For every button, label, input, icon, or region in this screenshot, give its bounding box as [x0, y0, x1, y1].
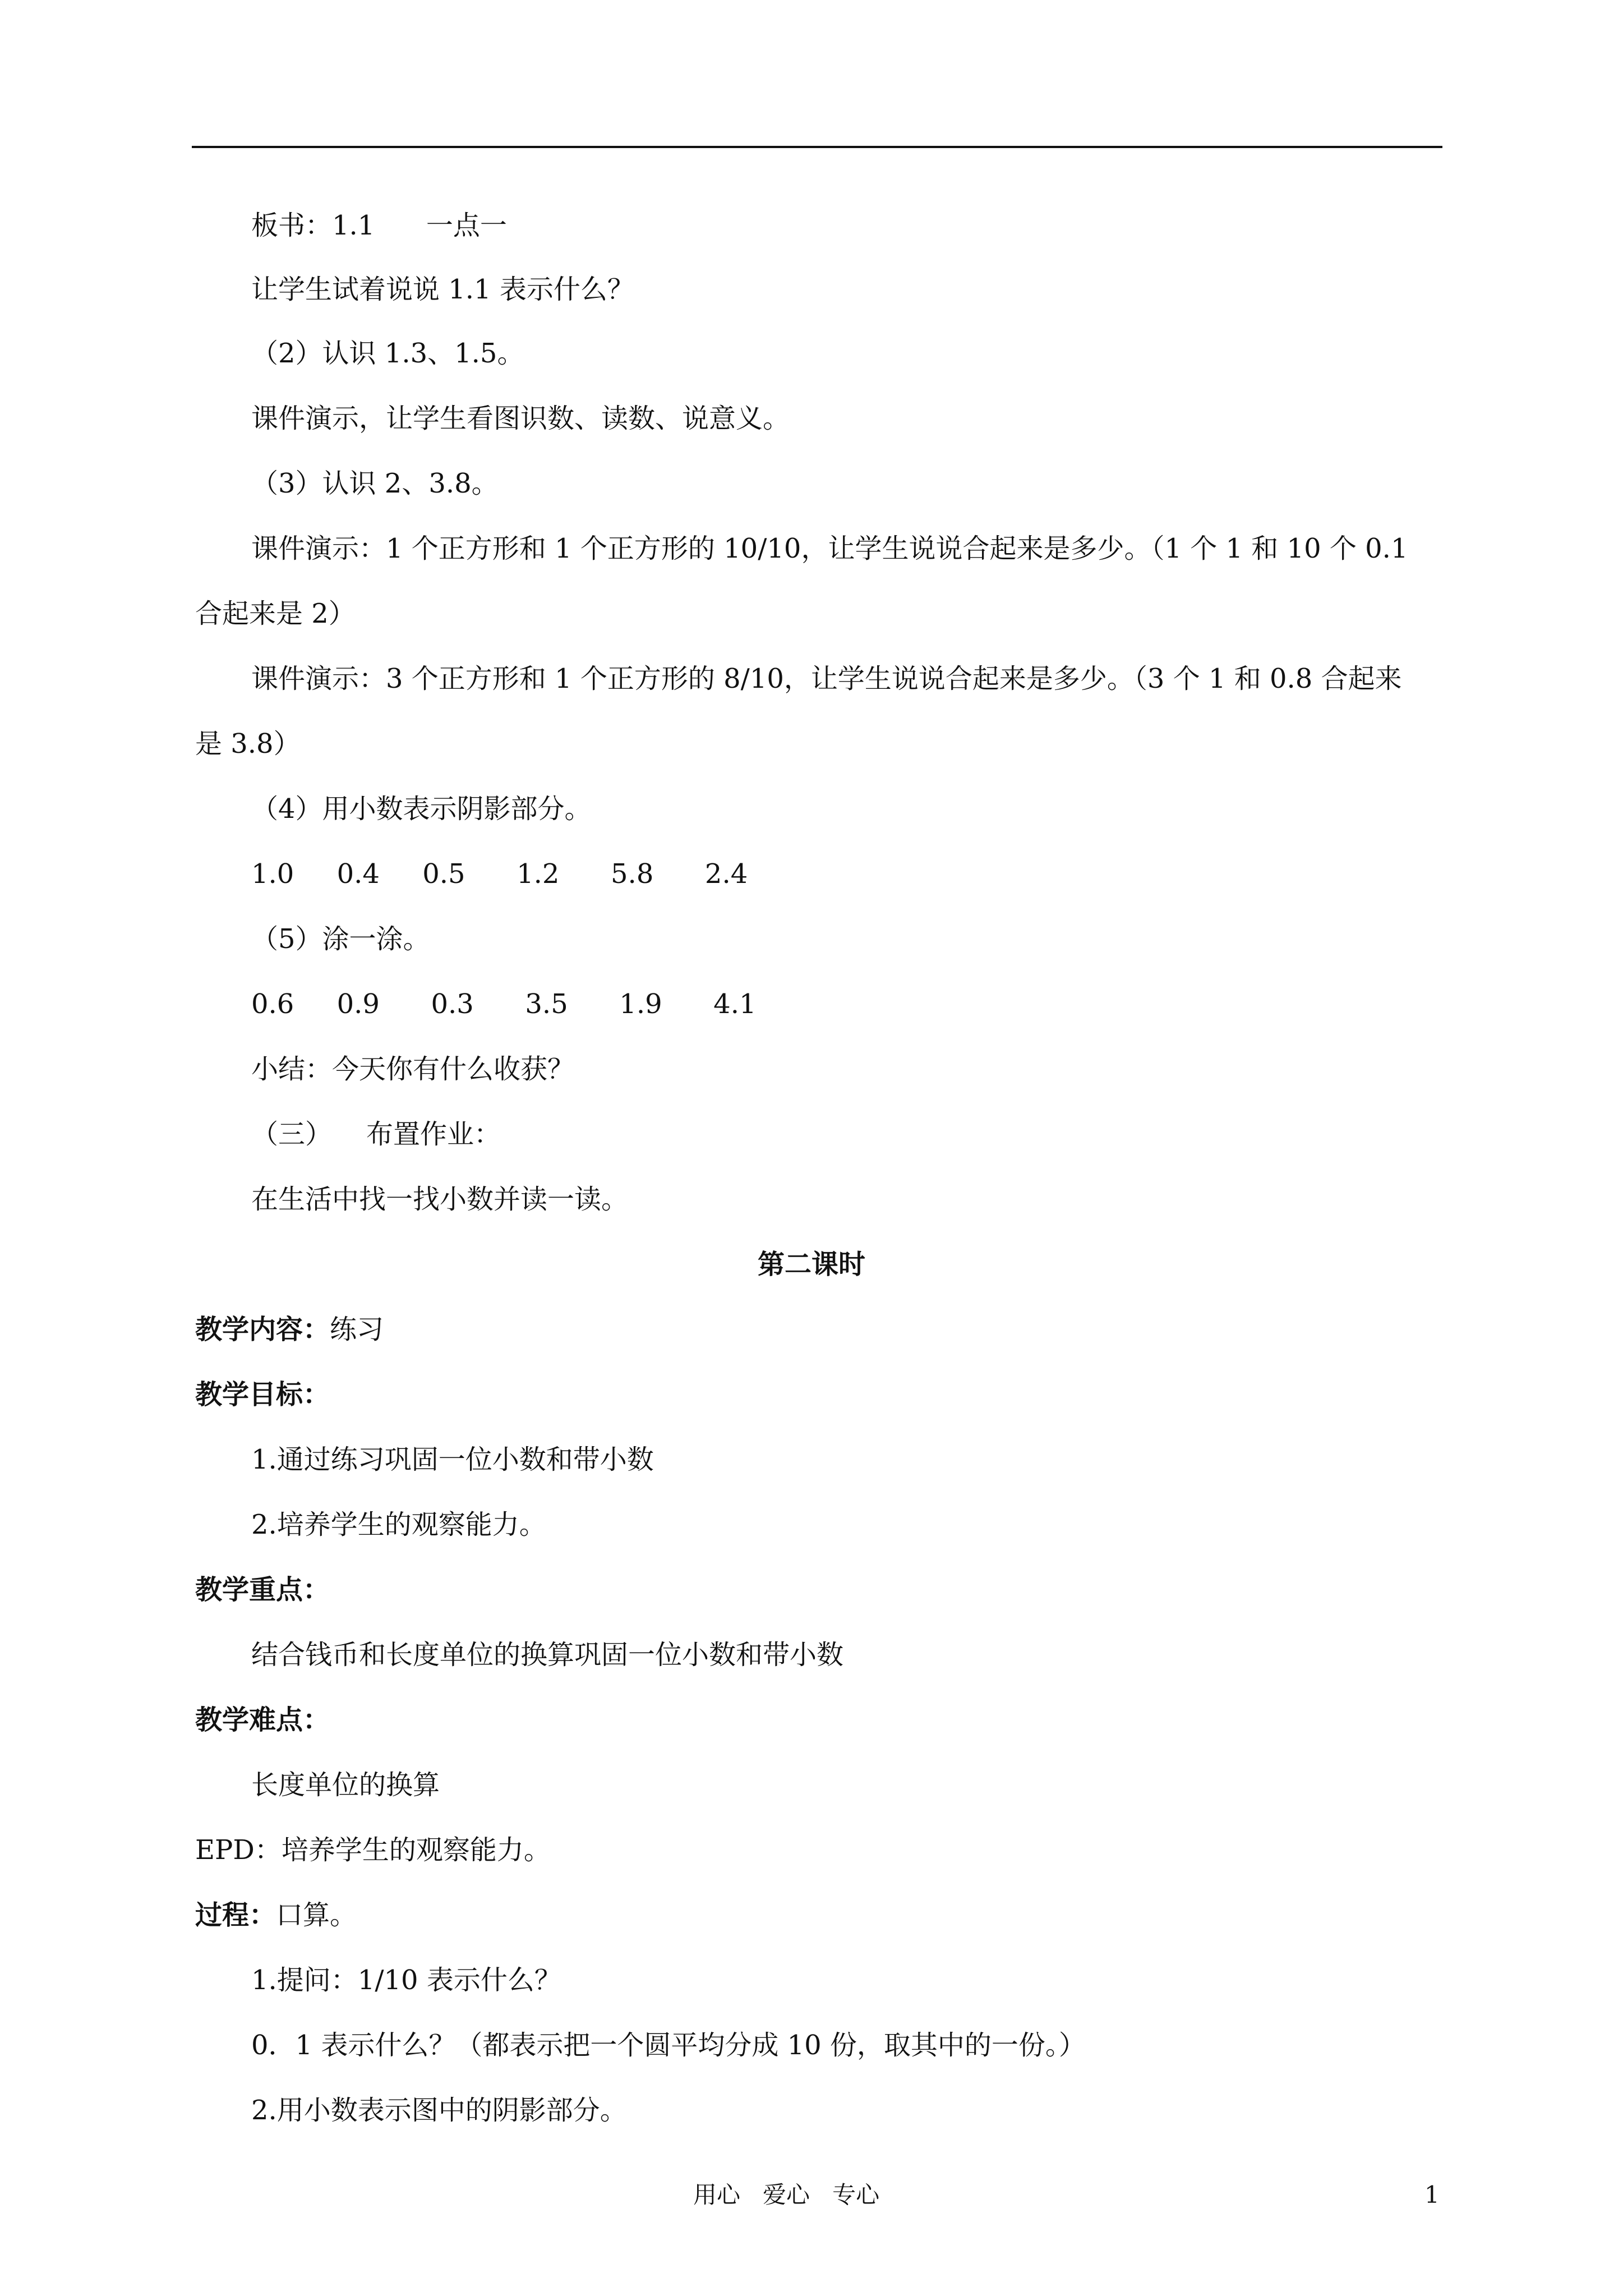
section-title: 第二课时: [757, 1249, 865, 1280]
goal-label: 教学目标：: [195, 1379, 330, 1410]
teaching-content: [195, 1313, 384, 1346]
process-line: [195, 1898, 357, 1932]
process-item: 2.用小数表示图中的阴影部分。: [251, 2095, 627, 2126]
text-line: （2）认识 1.3、1.5。: [251, 338, 524, 369]
page-number: 1: [1424, 2181, 1440, 2208]
key-label: 教学重点：: [195, 1574, 330, 1605]
text-line: 让学生试着说说 1.1 表示什么？: [251, 274, 634, 305]
text-line: （三） 布置作业：: [251, 1119, 501, 1150]
key-value: 结合钱币和长度单位的换算巩固一位小数和带小数: [251, 1639, 844, 1671]
text-line: （4）用小数表示阴影部分。: [251, 793, 592, 825]
text-line: 合起来是 2）: [195, 598, 356, 629]
epd-line: EPD：培养学生的观察能力。: [195, 1834, 551, 1866]
goal-item: 1.通过练习巩固一位小数和带小数: [251, 1444, 654, 1475]
text-line: 课件演示：1 个正方形和 1 个正方形的 10/10，让学生说说合起来是多少。（1 个 1 和 10 个 0.1: [251, 533, 1408, 564]
difficulty-label: 教学难点：: [195, 1704, 330, 1736]
process-label: 过程：: [195, 1899, 276, 1931]
process-item: 0．1 表示什么？（都表示把一个圆平均分成 10 份，取其中的一份。）: [251, 2030, 1086, 2061]
text-line: 小结：今天你有什么收获？: [251, 1053, 575, 1085]
text-line: 是 3.8）: [195, 728, 301, 760]
text-line: 在生活中找一找小数并读一读。: [251, 1184, 629, 1215]
process-value: 口算。: [276, 1899, 357, 1931]
content-value: 练习: [330, 1314, 384, 1345]
footer-text: 用心 爱心 专心: [693, 2181, 880, 2208]
text-line: 课件演示，让学生看图识数、读数、说意义。: [251, 403, 790, 434]
content-label: 教学内容：: [195, 1314, 330, 1345]
process-item: 1.提问：1/10 表示什么？: [251, 1964, 561, 1996]
text-line: （3）认识 2、3.8。: [251, 468, 499, 499]
text-line: （5）涂一涂。: [251, 923, 430, 955]
header-rule: [192, 146, 1442, 148]
text-line: 0.6 0.9 0.3 3.5 1.9 4.1: [251, 988, 757, 1020]
text-line: 板书：1.1 一点一: [251, 210, 507, 241]
text-line: 课件演示：3 个正方形和 1 个正方形的 8/10，让学生说说合起来是多少。（3 个 1 和 0.8 合起来: [251, 663, 1402, 694]
text-line: 1.0 0.4 0.5 1.2 5.8 2.4: [251, 858, 748, 890]
difficulty-value: 长度单位的换算: [251, 1769, 440, 1801]
goal-item: 2.培养学生的观察能力。: [251, 1509, 546, 1540]
